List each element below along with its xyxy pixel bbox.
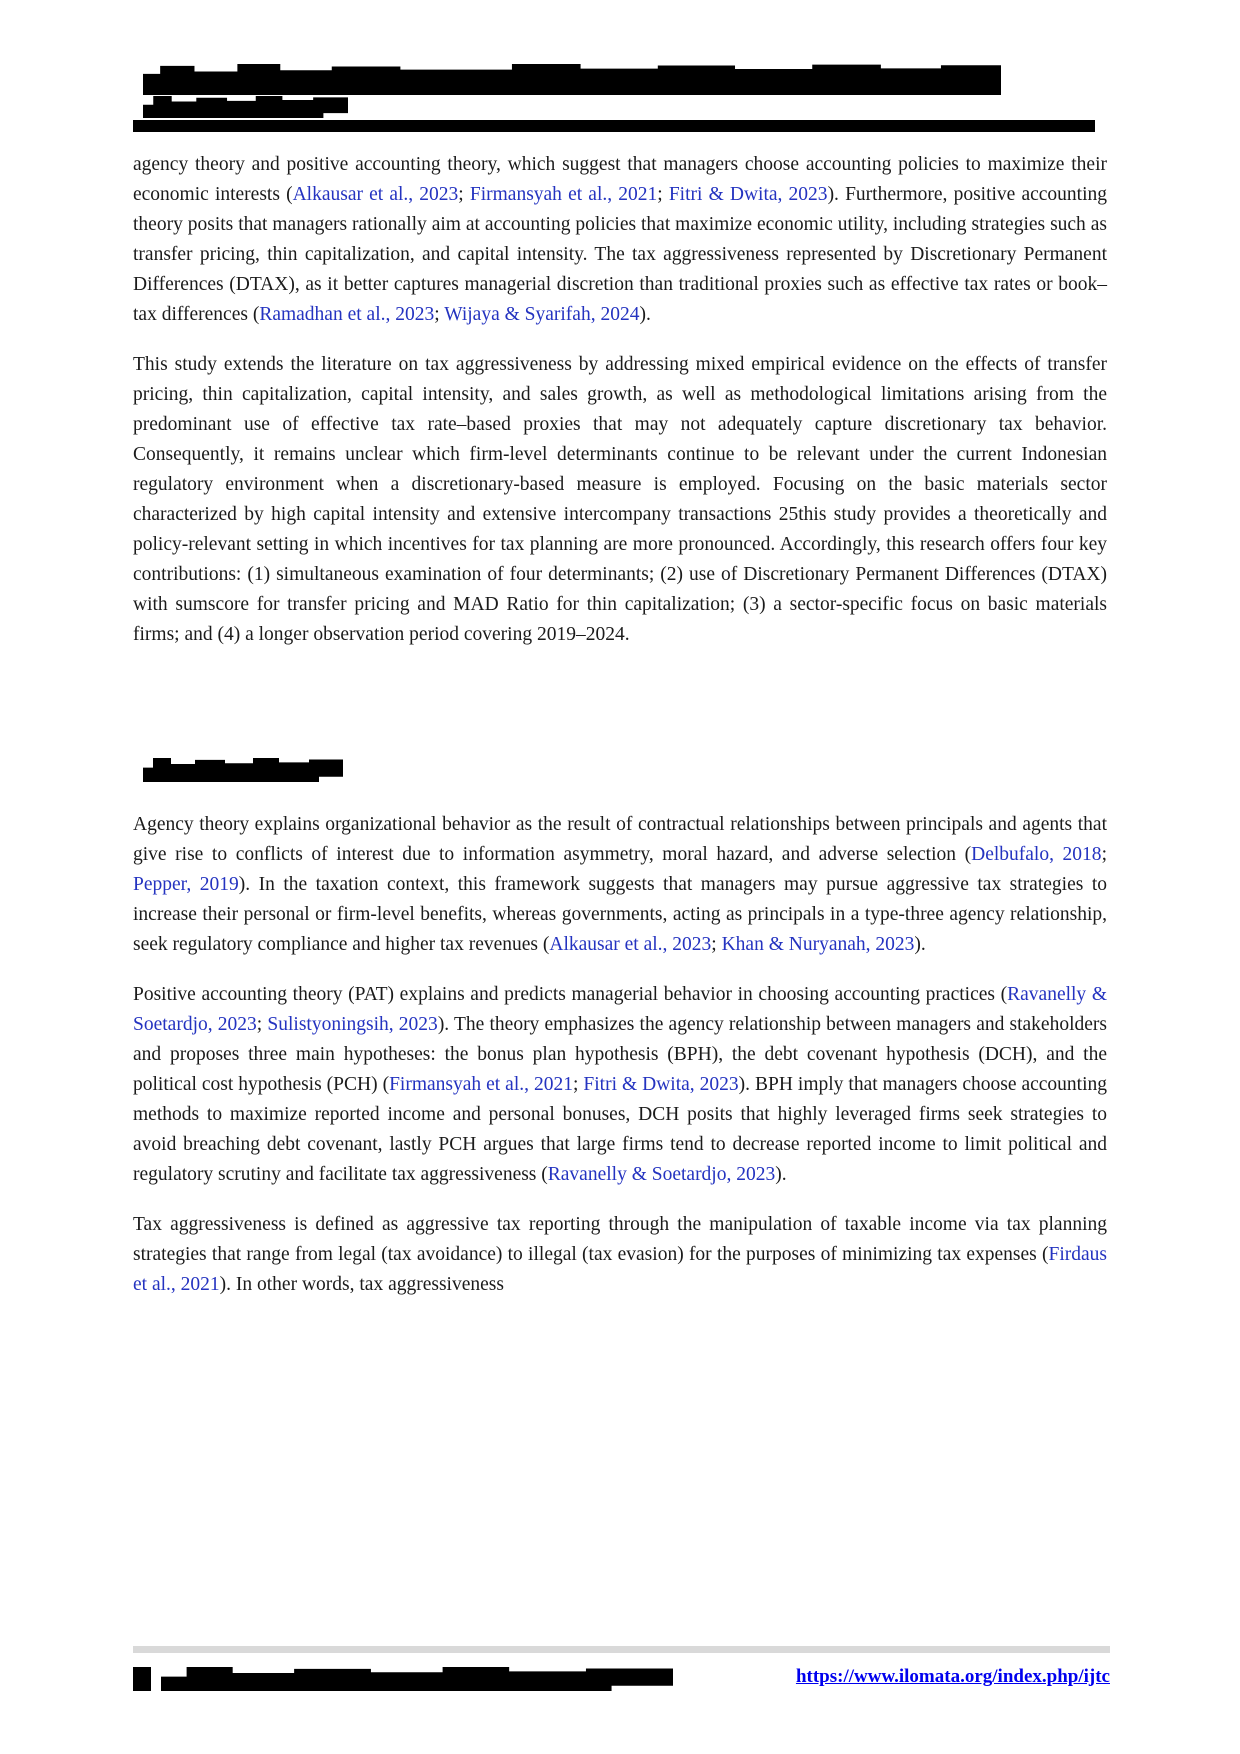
citation-link[interactable]: Sulistyoningsih, 2023 bbox=[267, 1014, 438, 1035]
paragraph-text: ). bbox=[914, 934, 926, 955]
paragraph bbox=[133, 1210, 1107, 1300]
paragraph-text: Positive accounting theory (PAT) explains and predicts managerial behavior in choosing accounting practices ( bbox=[133, 984, 1008, 1005]
citation-link[interactable]: Fitri & Dwita, 2023 bbox=[583, 1074, 739, 1095]
paragraph-text: ). BPH imply that managers choose accounting methods to maximize reported income and personal bonuses, DCH posits that highly leveraged firms seek strategies to avoid breaching debt covenant, lastly PCH argues that large firms tend to decrease reported income to limit political and regulatory scrutiny and facilitate tax aggressiveness ( bbox=[133, 1074, 1108, 1185]
citation-link[interactable]: Alkausar et al., 2023 bbox=[292, 184, 459, 205]
citation-link[interactable]: Firmansyah et al., 2021 bbox=[389, 1074, 573, 1095]
citation-link[interactable]: Pepper, 2019 bbox=[133, 874, 239, 895]
paragraph-text: ; bbox=[573, 1074, 584, 1095]
paragraph-text: ; bbox=[1101, 844, 1107, 865]
redacted-section-heading bbox=[143, 758, 343, 782]
paragraph-text: ). bbox=[775, 1164, 787, 1185]
paragraph-text: ). bbox=[639, 304, 651, 325]
paragraph-text: ; bbox=[657, 184, 669, 205]
paragraph-text: ; bbox=[458, 184, 470, 205]
citation-link[interactable]: Ravanelly & Soetardjo, 2023 bbox=[547, 1164, 776, 1185]
citation-link[interactable]: Firdaus et al., 2021 bbox=[133, 1244, 1107, 1295]
paragraph-text: ; bbox=[256, 1014, 268, 1035]
paragraph-text: ). In other words, tax aggressiveness bbox=[219, 1274, 504, 1295]
redacted-journal-title-line2 bbox=[143, 96, 348, 118]
redacted-footer-mark bbox=[133, 1667, 151, 1691]
citation-link[interactable]: Firmansyah et al., 2021 bbox=[469, 184, 658, 205]
paragraph-text: ; bbox=[711, 934, 722, 955]
citation-link[interactable]: Wijaya & Syarifah, 2024 bbox=[444, 304, 640, 325]
redacted-journal-title-line1 bbox=[143, 64, 1001, 95]
redacted-footer-text bbox=[161, 1667, 673, 1691]
paragraph-text: Tax aggressiveness is defined as aggressive tax reporting through the manipulation of taxable income via tax planning strategies that range from legal (tax avoidance) to illegal (tax evasion) for the purposes of minimizing tax expenses ( bbox=[133, 1214, 1107, 1265]
citation-link[interactable]: Delbufalo, 2018 bbox=[971, 844, 1102, 865]
paragraph-text: agency theory and positive accounting theory, which suggest that managers choose accounting policies to maximize their economic interests ( bbox=[133, 154, 1107, 205]
paragraph-text: ). Furthermore, positive accounting theory posits that managers rationally aim at accounting policies that maximize economic utility, including strategies such as transfer pricing, thin capitalization, and capital intensity. The tax aggressiveness represented by Discretionary Permanent Differences (DTAX), as it better captures managerial discretion than traditional proxies such as effective tax rates or book–tax differences ( bbox=[133, 184, 1108, 325]
citation-link[interactable]: Fitri & Dwita, 2023 bbox=[668, 184, 828, 205]
journal-url-link[interactable]: https://www.ilomata.org/index.php/ijtc bbox=[795, 1666, 1110, 1687]
citation-link[interactable]: Khan & Nuryanah, 2023 bbox=[721, 934, 915, 955]
section-heading bbox=[133, 758, 1107, 782]
header-spacer bbox=[133, 132, 1107, 150]
paragraph bbox=[133, 350, 1107, 650]
paragraph-text: ). In the taxation context, this framework suggests that managers may pursue aggressive tax strategies to increase their personal or firm-level benefits, whereas governments, acting as principals in a type-three agency relationship, seek regulatory compliance and higher tax revenues ( bbox=[133, 874, 1107, 955]
journal-header bbox=[133, 64, 1107, 132]
paragraph-text: ; bbox=[434, 304, 445, 325]
citation-link[interactable]: Ramadhan et al., 2023 bbox=[259, 304, 435, 325]
page-content bbox=[133, 64, 1107, 1320]
paragraph bbox=[133, 980, 1107, 1190]
citation-link[interactable]: Ravanelly & Soetardjo, 2023 bbox=[133, 984, 1107, 1035]
footer-divider bbox=[133, 1646, 1110, 1653]
paragraph-text: This study extends the literature on tax aggressiveness by addressing mixed empirical evidence on the effects of transfer pricing, thin capitalization, capital intensity, and sales growth, as well as methodological limitations arising from the predominant use of effective tax rate–based proxies that may not adequately capture discretionary tax behavior. Consequently, it remains unclear which firm-level determinants continue to be relevant under the current Indonesian regulatory environment when a discretionary-based measure is employed. Focusing on the basic materials sector characterized by high capital intensity and extensive intercompany transactions 25this study provides a theoretically and policy-relevant setting in which incentives for tax planning are more pronounced. Accordingly, this research offers four key contributions: (1) simultaneous examination of four determinants; (2) use of Discretionary Permanent Differences (DTAX) with sumscore for transfer pricing and MAD Ratio for thin capitalization; (3) a sector-specific focus on basic materials firms; and (4) a longer observation period covering 2019–2024. bbox=[133, 354, 1107, 645]
paragraph bbox=[133, 150, 1107, 330]
paragraph-text: Agency theory explains organizational behavior as the result of contractual relationships between principals and agents that give rise to conflicts of interest due to information asymmetry, moral hazard, and adverse selection ( bbox=[133, 814, 1107, 865]
citation-link[interactable]: Alkausar et al., 2023 bbox=[549, 934, 712, 955]
header-rule bbox=[133, 120, 1095, 132]
paragraph-text: ). The theory emphasizes the agency relationship between managers and stakeholders and proposes three main hypotheses: the bonus plan hypothesis (BPH), the debt covenant hypothesis (DCH), and the political cost hypothesis (PCH) ( bbox=[133, 1014, 1107, 1095]
page-footer bbox=[133, 1666, 1110, 1694]
paragraph bbox=[133, 810, 1107, 960]
